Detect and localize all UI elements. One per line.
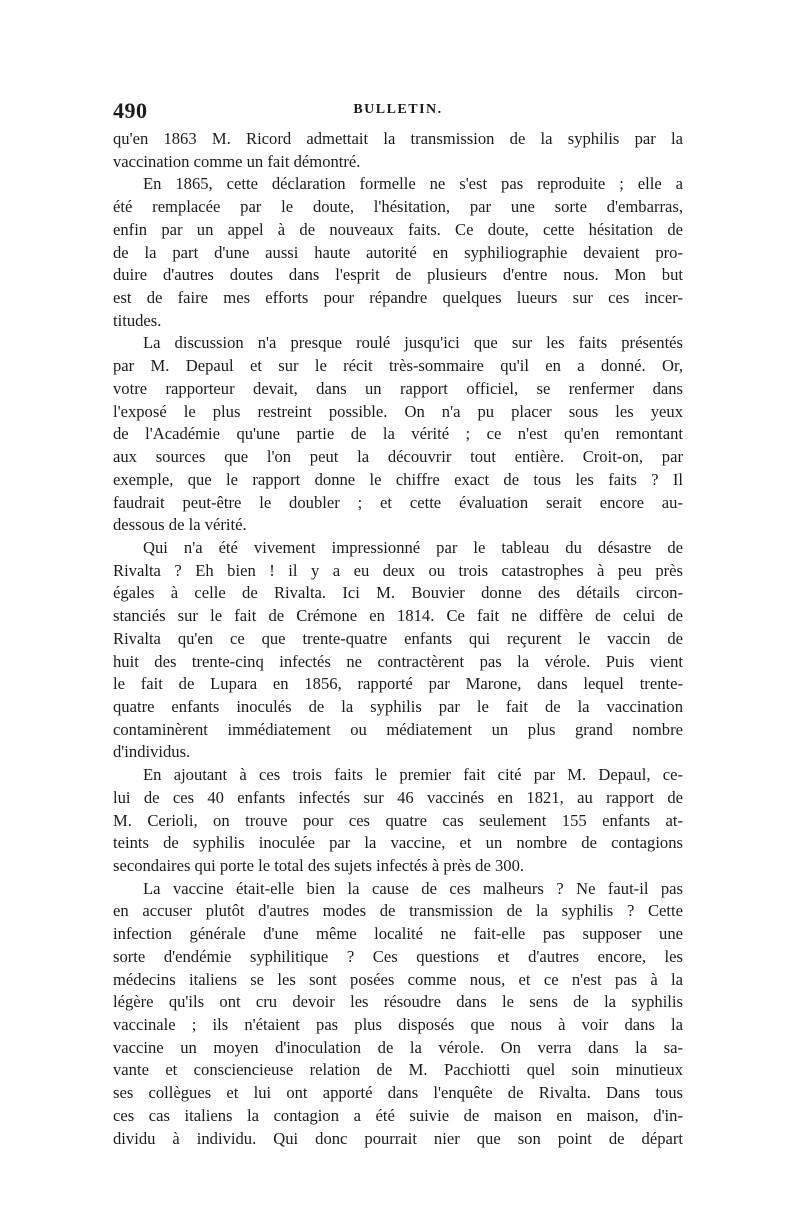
paragraph xyxy=(113,537,683,764)
text-line: huit des trente-cinq infectés ne contractèrent pas la vérole. Puis vient xyxy=(113,651,683,671)
text-line: lui de ces 40 enfants infectés sur 46 vaccinés en 1821, au rapport de xyxy=(113,787,683,807)
text-line: M. Cerioli, on trouve pour ces quatre cas seulement 155 enfants at- xyxy=(113,810,683,830)
running-head: BULLETIN. xyxy=(353,102,443,117)
text-line: le fait de Lupara en 1856, rapporté par Marone, dans lequel trente- xyxy=(113,674,683,694)
paragraph xyxy=(113,128,683,173)
paragraph xyxy=(113,764,683,878)
text-line: dessous de la vérité. xyxy=(113,515,247,535)
text-line: est de faire mes efforts pour répandre quelques lueurs sur ces incer- xyxy=(113,288,683,308)
page-header xyxy=(113,98,683,124)
text-line: faudrait peut-être le doubler ; et cette évaluation serait encore au- xyxy=(113,492,683,512)
text-line: égales à celle de Rivalta. Ici M. Bouvier donne des détails circon- xyxy=(113,583,683,603)
text-line: de la part d'une aussi haute autorité en syphiliographie devaient pro- xyxy=(113,242,683,262)
text-line: titudes. xyxy=(113,310,162,330)
text-line: quatre enfants inoculés de la syphilis par le fait de la vaccination xyxy=(113,696,683,716)
paragraph xyxy=(113,173,683,332)
text-line: ces cas italiens la contagion a été suivie de maison en maison, d'in- xyxy=(113,1105,683,1125)
text-line: exemple, que le rapport donne le chiffre exact de tous les faits ? Il xyxy=(113,469,683,489)
text-line: sorte d'endémie syphilitique ? Ces questions et d'autres encore, les xyxy=(113,946,683,966)
text-line: aux sources que l'on peut la découvrir tout entière. Croit-on, par xyxy=(113,447,683,467)
text-line: dividu à individu. Qui donc pourrait nier que son point de départ xyxy=(113,1128,683,1148)
text-line: En 1865, cette déclaration formelle ne s'est pas reproduite ; elle a xyxy=(143,174,683,194)
text-line: duire d'autres doutes dans l'esprit de plusieurs d'entre nous. Mon but xyxy=(113,265,683,285)
text-line: En ajoutant à ces trois faits le premier fait cité par M. Depaul, ce- xyxy=(143,765,683,785)
text-line: qu'en 1863 M. Ricord admettait la transmission de la syphilis par la xyxy=(113,129,683,148)
text-line: enfin par un appel à de nouveaux faits. Ce doute, cette hésitation de xyxy=(113,219,683,239)
text-line: ses collègues et lui ont apporté dans l'enquête de Rivalta. Dans tous xyxy=(113,1083,683,1103)
text-line: vante et consciencieuse relation de M. Pacchiotti quel soin minutieux xyxy=(113,1060,683,1080)
text-line: La discussion n'a presque roulé jusqu'ici que sur les faits présentés xyxy=(143,333,683,353)
text-line: d'individus. xyxy=(113,742,191,762)
text-line: vaccination comme un fait démontré. xyxy=(113,151,361,171)
text-line: stanciés sur le fait de Crémone en 1814. Ce fait ne diffère de celui de xyxy=(113,606,683,626)
text-line: en accuser plutôt d'autres modes de transmission de la syphilis ? Cette xyxy=(113,901,683,921)
paragraph xyxy=(113,878,683,1151)
text-line: légère qu'ils ont cru devoir les résoudre dans le sens de la syphilis xyxy=(113,992,683,1012)
text-line: teints de syphilis inoculée par la vaccine, et un nombre de contagions xyxy=(113,833,683,853)
text-line: vaccine un moyen d'inoculation de la vérole. On verra dans la sa- xyxy=(113,1037,683,1057)
paragraph xyxy=(113,332,683,536)
text-line: votre rapporteur devait, dans un rapport officiel, se renfermer dans xyxy=(113,378,683,398)
text-line: vaccinale ; ils n'étaient pas plus disposés que nous à voir dans la xyxy=(113,1015,683,1035)
text-line: La vaccine était-elle bien la cause de ces malheurs ? Ne faut-il pas xyxy=(143,878,683,898)
text-line: contaminèrent immédiatement ou médiatement un plus grand nombre xyxy=(113,719,683,739)
text-line: l'exposé le plus restreint possible. On n'a pu placer sous les yeux xyxy=(113,401,683,421)
text-line: Qui n'a été vivement impressionné par le tableau du désastre de xyxy=(143,537,683,557)
text-line: de l'Académie qu'une partie de la vérité ; ce n'est qu'en remontant xyxy=(113,424,683,444)
text-line: secondaires qui porte le total des sujets infectés à près de 300. xyxy=(113,856,525,875)
text-line: infection générale d'une même localité ne fait-elle pas supposer une xyxy=(113,924,683,944)
text-line: Rivalta qu'en ce que trente-quatre enfants qui reçurent le vaccin de xyxy=(113,628,683,648)
body-text xyxy=(113,128,683,1150)
text-line: Rivalta ? Eh bien ! il y a eu deux ou trois catastrophes à peu près xyxy=(113,560,683,580)
page-number: 490 xyxy=(113,98,148,123)
text-line: été remplacée par le doute, l'hésitation, par une sorte d'embarras, xyxy=(113,197,683,217)
text-line: médecins italiens se les sont posées comme nous, et ce n'est pas à la xyxy=(113,969,683,989)
text-line: par M. Depaul et sur le récit très-sommaire qu'il en a donné. Or, xyxy=(113,356,683,376)
